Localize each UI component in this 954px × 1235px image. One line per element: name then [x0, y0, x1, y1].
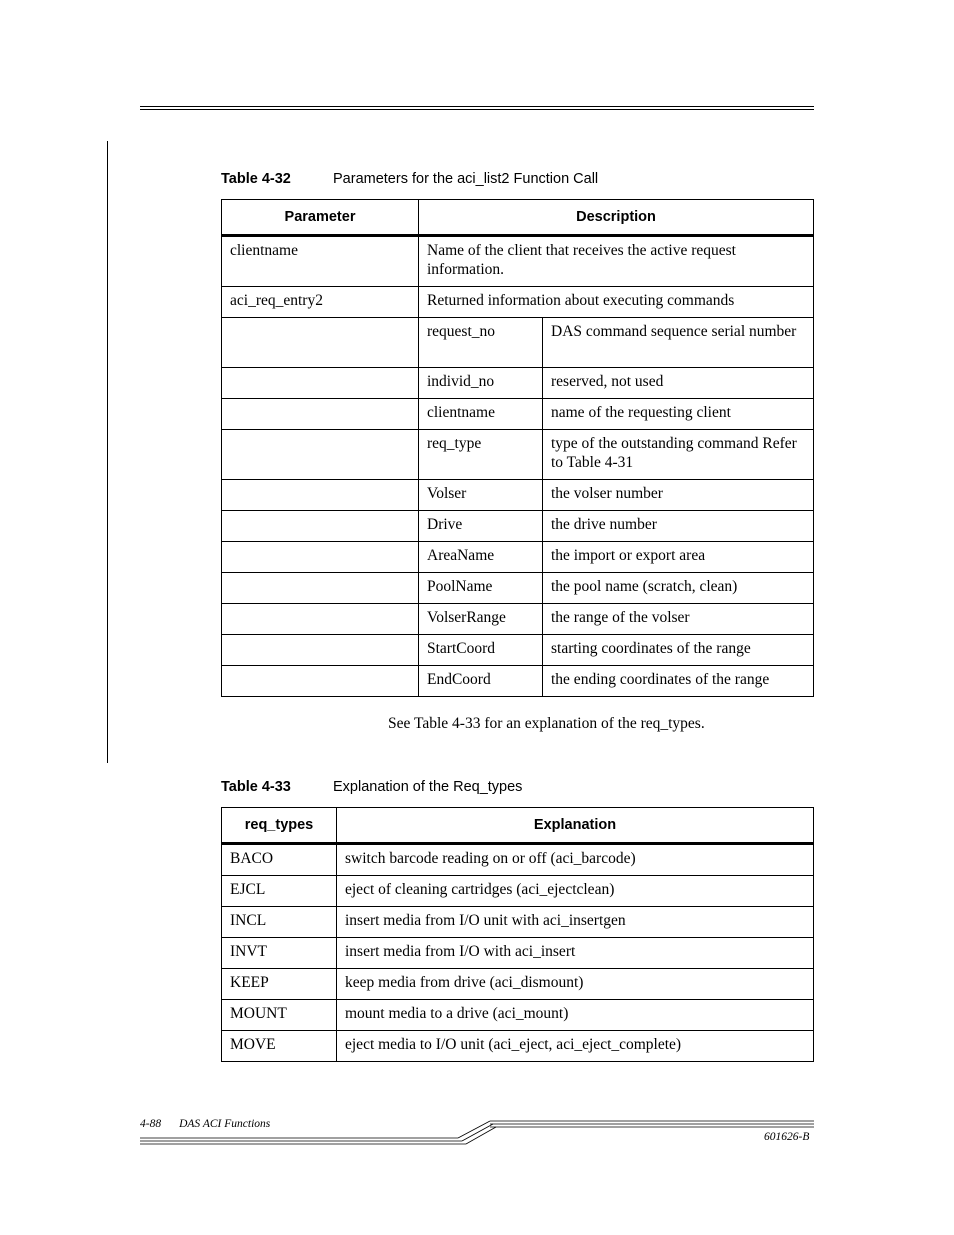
- field-desc-cell: the volser number: [543, 480, 814, 511]
- table-4-33-number: Table 4-33: [221, 779, 291, 795]
- field-name-cell: request_no: [419, 318, 543, 368]
- explanation-cell: eject media to I/O unit (aci_eject, aci_eject_complete): [337, 1031, 814, 1062]
- table-4-32: [221, 199, 814, 697]
- table-row: [222, 236, 814, 287]
- parameter-cell: [222, 480, 419, 511]
- header-rule-top: [140, 106, 814, 107]
- column-header-parameter: Parameter: [222, 200, 419, 236]
- explanation-cell: eject of cleaning cartridges (aci_ejectclean): [337, 876, 814, 907]
- table-row: [222, 430, 814, 480]
- table-row: [222, 666, 814, 697]
- table-4-33-caption: [221, 779, 522, 795]
- parameter-cell: [222, 635, 419, 666]
- field-desc-cell: the import or export area: [543, 542, 814, 573]
- parameter-cell: aci_req_entry2: [222, 287, 419, 318]
- explanation-cell: switch barcode reading on or off (aci_barcode): [337, 844, 814, 876]
- parameter-cell: [222, 666, 419, 697]
- field-desc-cell: the ending coordinates of the range: [543, 666, 814, 697]
- parameter-cell: [222, 368, 419, 399]
- column-header-req-types: req_types: [222, 808, 337, 844]
- field-desc-cell: the pool name (scratch, clean): [543, 573, 814, 604]
- req-type-cell: MOVE: [222, 1031, 337, 1062]
- table-4-32-number: Table 4-32: [221, 171, 291, 187]
- description-cell: Name of the client that receives the active request information.: [419, 236, 814, 287]
- parameter-cell: [222, 573, 419, 604]
- parameter-cell: [222, 604, 419, 635]
- parameter-cell: [222, 542, 419, 573]
- column-header-explanation: Explanation: [337, 808, 814, 844]
- parameter-cell: [222, 430, 419, 480]
- explanation-cell: insert media from I/O unit with aci_insertgen: [337, 907, 814, 938]
- field-name-cell: VolserRange: [419, 604, 543, 635]
- section-title: DAS ACI Functions: [179, 1118, 271, 1130]
- field-name-cell: EndCoord: [419, 666, 543, 697]
- table-row: [222, 368, 814, 399]
- req-type-cell: MOUNT: [222, 1000, 337, 1031]
- table-row: [222, 969, 814, 1000]
- req-type-cell: BACO: [222, 844, 337, 876]
- field-name-cell: clientname: [419, 399, 543, 430]
- table-row: [222, 844, 814, 876]
- field-desc-cell: name of the requesting client: [543, 399, 814, 430]
- field-name-cell: individ_no: [419, 368, 543, 399]
- table-row: [222, 480, 814, 511]
- field-name-cell: AreaName: [419, 542, 543, 573]
- table-4-33-title: Explanation of the Req_types: [333, 779, 523, 795]
- table-row: [222, 938, 814, 969]
- parameter-cell: [222, 318, 419, 368]
- table-row: [222, 635, 814, 666]
- field-desc-cell: type of the outstanding command Refer to Table 4-31: [543, 430, 814, 480]
- field-name-cell: Volser: [419, 480, 543, 511]
- explanation-cell: keep media from drive (aci_dismount): [337, 969, 814, 1000]
- field-desc-cell: reserved, not used: [543, 368, 814, 399]
- req-type-cell: EJCL: [222, 876, 337, 907]
- table-row: [222, 1000, 814, 1031]
- table-4-33: [221, 807, 814, 1062]
- explanation-cell: insert media from I/O with aci_insert: [337, 938, 814, 969]
- table-row: [222, 287, 814, 318]
- field-desc-cell: the range of the volser: [543, 604, 814, 635]
- field-desc-cell: starting coordinates of the range: [543, 635, 814, 666]
- table-row: [222, 573, 814, 604]
- field-name-cell: req_type: [419, 430, 543, 480]
- table-4-32-caption: [221, 171, 598, 187]
- table-row: [222, 511, 814, 542]
- field-name-cell: PoolName: [419, 573, 543, 604]
- field-name-cell: StartCoord: [419, 635, 543, 666]
- page-number: 4-88: [140, 1118, 162, 1130]
- parameter-cell: clientname: [222, 236, 419, 287]
- field-name-cell: Drive: [419, 511, 543, 542]
- table-row: [222, 907, 814, 938]
- req-type-cell: KEEP: [222, 969, 337, 1000]
- parameter-cell: [222, 399, 419, 430]
- explanation-cell: mount media to a drive (aci_mount): [337, 1000, 814, 1031]
- header-rule-bottom: [140, 109, 814, 110]
- footer-left: [140, 1118, 270, 1130]
- table-row: [222, 542, 814, 573]
- req-type-cell: INCL: [222, 907, 337, 938]
- req-type-cell: INVT: [222, 938, 337, 969]
- column-header-description: Description: [419, 200, 814, 236]
- table-4-32-title: Parameters for the aci_list2 Function Call: [333, 171, 599, 187]
- change-bar: [107, 141, 108, 763]
- document-id: 601626-B: [764, 1131, 810, 1143]
- table-row: [222, 876, 814, 907]
- table-reference-note: See Table 4-33 for an explanation of the req_types.: [388, 715, 705, 732]
- parameter-cell: [222, 511, 419, 542]
- field-desc-cell: the drive number: [543, 511, 814, 542]
- table-row: [222, 318, 814, 368]
- table-row: [222, 604, 814, 635]
- description-cell: Returned information about executing commands: [419, 287, 814, 318]
- field-desc-cell: DAS command sequence serial number: [543, 318, 814, 368]
- table-row: [222, 399, 814, 430]
- table-row: [222, 1031, 814, 1062]
